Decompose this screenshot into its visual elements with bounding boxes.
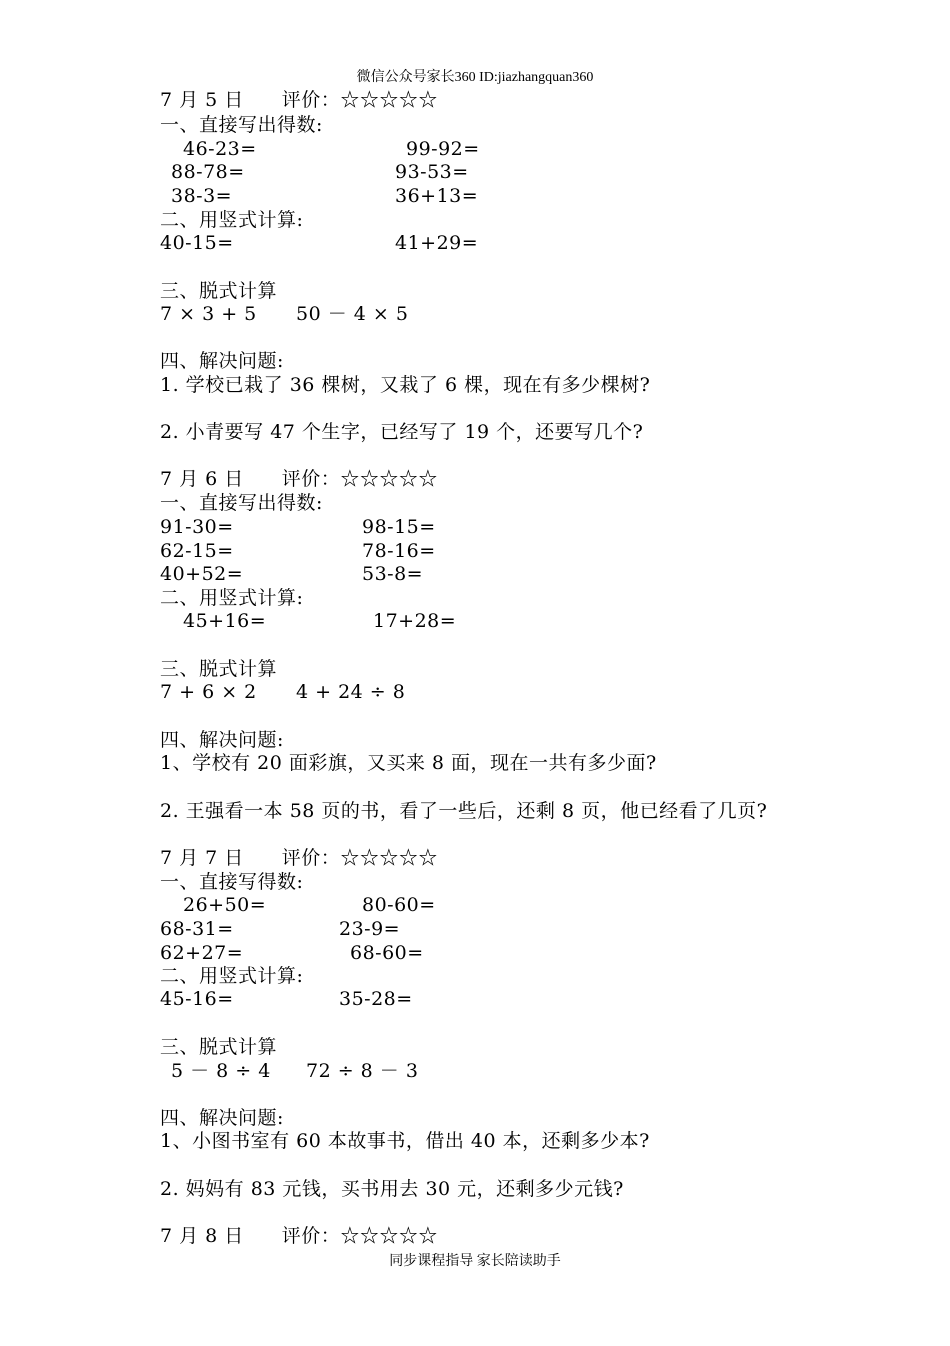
day-date: 7 月 6 日 bbox=[160, 468, 244, 490]
problem: 45-16= bbox=[160, 988, 234, 1010]
expression: 5 － 8 ÷ 4 bbox=[171, 1060, 271, 1082]
word-problem: 2. 王强看一本 58 页的书，看了一些后，还剩 8 页，他已经看了几页? bbox=[160, 800, 768, 822]
word-problem: 2. 妈妈有 83 元钱，买书用去 30 元，还剩多少元钱? bbox=[160, 1178, 624, 1200]
expression: 4 + 24 ÷ 8 bbox=[296, 681, 406, 703]
problem: 40+52= bbox=[160, 563, 244, 585]
problem: 93-53= bbox=[395, 161, 469, 183]
word-problem: 1、学校有 20 面彩旗，又买来 8 面，现在一共有多少面? bbox=[160, 752, 657, 774]
rating-label: 评价： bbox=[281, 847, 341, 869]
page-footer: 同步课程指导 家长陪读助手 bbox=[389, 1254, 561, 1269]
problem: 98-15= bbox=[362, 516, 436, 538]
problem: 91-30= bbox=[160, 516, 234, 538]
expression: 50 － 4 × 5 bbox=[296, 303, 409, 325]
section-title: 二、用竖式计算: bbox=[160, 965, 304, 987]
rating-stars: ☆☆☆☆☆ bbox=[340, 468, 438, 490]
word-problem: 2. 小青要写 47 个生字，已经写了 19 个，还要写几个? bbox=[160, 421, 644, 443]
word-problem: 1、小图书室有 60 本故事书，借出 40 本，还剩多少本? bbox=[160, 1130, 650, 1152]
problem: 46-23= bbox=[183, 138, 257, 160]
section-title: 三、脱式计算 bbox=[160, 280, 278, 302]
problem: 68-60= bbox=[350, 942, 424, 964]
problem: 35-28= bbox=[339, 988, 413, 1010]
section-title: 三、脱式计算 bbox=[160, 658, 278, 680]
expression: 72 ÷ 8 － 3 bbox=[306, 1060, 419, 1082]
day-date: 7 月 5 日 bbox=[160, 89, 244, 111]
rating-stars: ☆☆☆☆☆ bbox=[340, 1225, 438, 1247]
problem: 68-31= bbox=[160, 918, 234, 940]
rating-label: 评价： bbox=[281, 468, 341, 490]
day-heading bbox=[160, 846, 438, 870]
expression: 7 + 6 × 2 bbox=[160, 681, 257, 703]
problem: 40-15= bbox=[160, 232, 234, 254]
problem: 88-78= bbox=[171, 161, 245, 183]
problem: 36+13= bbox=[395, 185, 479, 207]
day-date: 7 月 8 日 bbox=[160, 1225, 244, 1247]
section-title: 三、脱式计算 bbox=[160, 1036, 278, 1058]
problem: 26+50= bbox=[183, 894, 267, 916]
day-heading bbox=[160, 1224, 438, 1248]
day-date: 7 月 7 日 bbox=[160, 847, 244, 869]
problem: 78-16= bbox=[362, 540, 436, 562]
problem: 23-9= bbox=[339, 918, 401, 940]
problem: 80-60= bbox=[362, 894, 436, 916]
page-header: 微信公众号家长360 ID:jiazhangquan360 bbox=[356, 70, 594, 85]
problem: 17+28= bbox=[373, 610, 457, 632]
problem: 62-15= bbox=[160, 540, 234, 562]
problem: 62+27= bbox=[160, 942, 244, 964]
expression: 7 × 3 + 5 bbox=[160, 303, 257, 325]
section-title: 四、解决问题: bbox=[160, 350, 284, 372]
section-title: 四、解决问题: bbox=[160, 729, 284, 751]
rating-label: 评价： bbox=[281, 89, 341, 111]
word-problem: 1. 学校已栽了 36 棵树，又栽了 6 棵，现在有多少棵树? bbox=[160, 374, 651, 396]
rating-stars: ☆☆☆☆☆ bbox=[340, 89, 438, 111]
day-heading bbox=[160, 467, 438, 491]
day-heading bbox=[160, 88, 438, 112]
problem: 45+16= bbox=[183, 610, 267, 632]
problem: 41+29= bbox=[395, 232, 479, 254]
problem: 99-92= bbox=[406, 138, 480, 160]
section-title: 二、用竖式计算: bbox=[160, 587, 304, 609]
section-title: 一、直接写出得数: bbox=[160, 114, 323, 136]
rating-stars: ☆☆☆☆☆ bbox=[340, 847, 438, 869]
section-title: 一、直接写出得数: bbox=[160, 492, 323, 514]
problem: 38-3= bbox=[171, 185, 233, 207]
rating-label: 评价： bbox=[281, 1225, 341, 1247]
section-title: 四、解决问题: bbox=[160, 1107, 284, 1129]
problem: 53-8= bbox=[362, 563, 424, 585]
section-title: 二、用竖式计算: bbox=[160, 209, 304, 231]
section-title: 一、直接写得数: bbox=[160, 871, 304, 893]
